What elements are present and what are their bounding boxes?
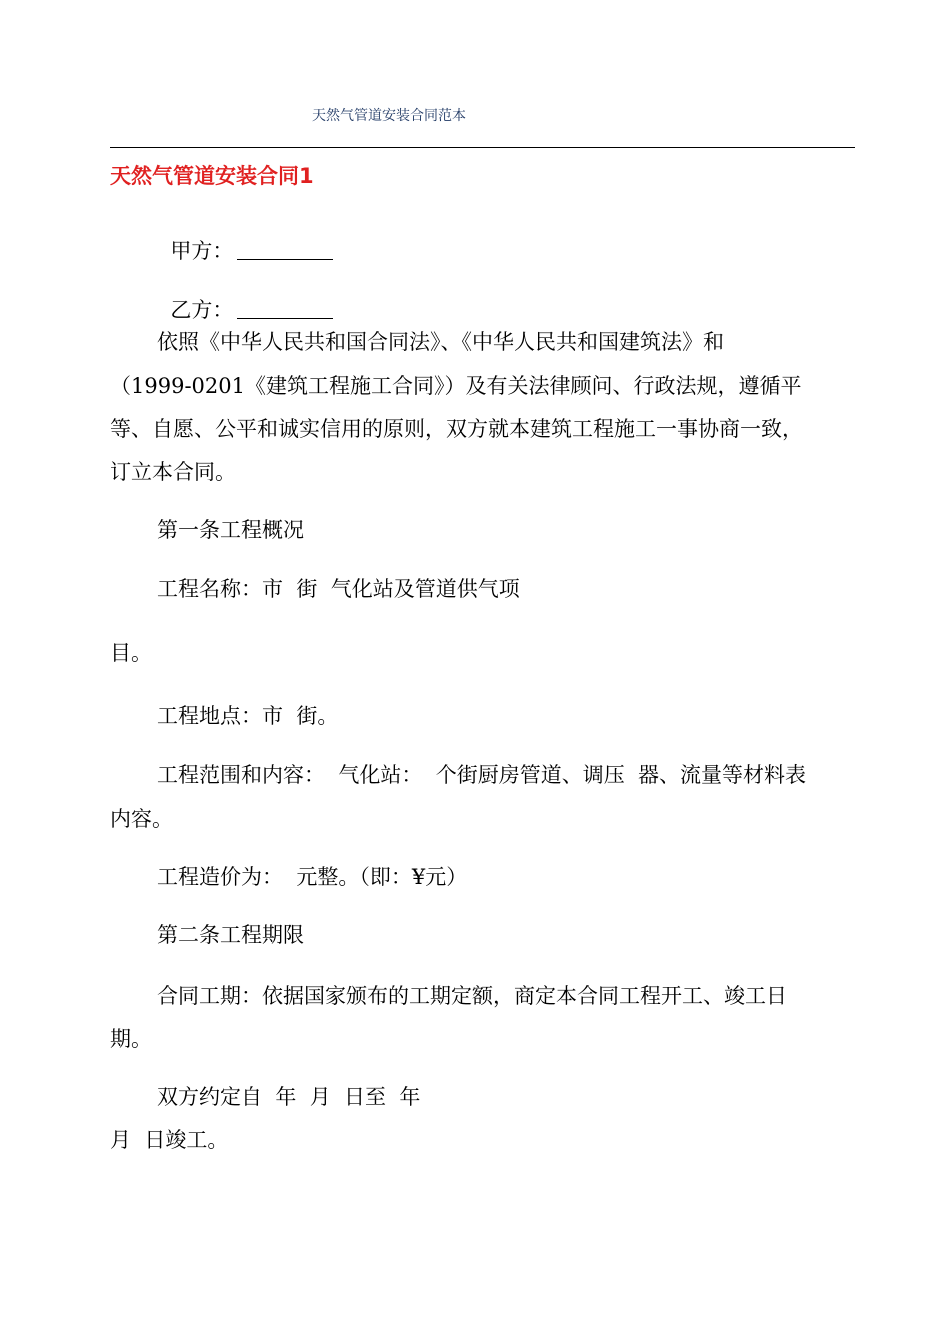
preamble-line-1: 依照《中华人民共和国合同法》、《中华人民共和国建筑法》和	[157, 330, 724, 354]
party-b-label: 乙方：	[170, 298, 234, 322]
header-divider	[110, 147, 855, 148]
project-scope-line-1: 工程范围和内容： 气化站： 个街厨房管道、调压 器、流量等材料表	[157, 763, 807, 787]
project-name-line-1: 工程名称：市 街 气化站及管道供气项	[157, 577, 520, 601]
preamble-line-2: （1999-0201《建筑工程施工合同》）及有关法律顾问、行政法规，遵循平	[110, 374, 802, 398]
party-b-line	[157, 271, 333, 323]
article-1-heading: 第一条工程概况	[157, 518, 304, 542]
running-header-title: 天然气管道安装合同范本	[312, 108, 466, 124]
party-b-blank	[237, 300, 333, 319]
preamble-line-3: 等、自愿、公平和诚实信用的原则，双方就本建筑工程施工一事协商一致，	[110, 417, 803, 441]
preamble-line-4: 订立本合同。	[110, 460, 236, 484]
article-2-heading: 第二条工程期限	[157, 923, 304, 947]
project-location: 工程地点：市 街。	[157, 704, 339, 728]
contract-period-line-2: 期。	[110, 1027, 152, 1051]
project-cost: 工程造价为： 元整。（即：¥元）	[157, 865, 468, 889]
agreed-dates-line-2: 月 日竣工。	[110, 1128, 229, 1152]
project-scope-line-2: 内容。	[110, 807, 173, 831]
party-a-blank	[237, 241, 333, 260]
document-title: 天然气管道安装合同1	[110, 164, 314, 188]
contract-period-line-1: 合同工期：依据国家颁布的工期定额，商定本合同工程开工、竣工日	[157, 984, 787, 1008]
party-a-label: 甲方：	[170, 239, 234, 263]
project-name-line-2: 目。	[110, 641, 152, 665]
party-a-line	[157, 212, 333, 264]
agreed-dates-line-1: 双方约定自 年 月 日至 年	[157, 1085, 421, 1109]
